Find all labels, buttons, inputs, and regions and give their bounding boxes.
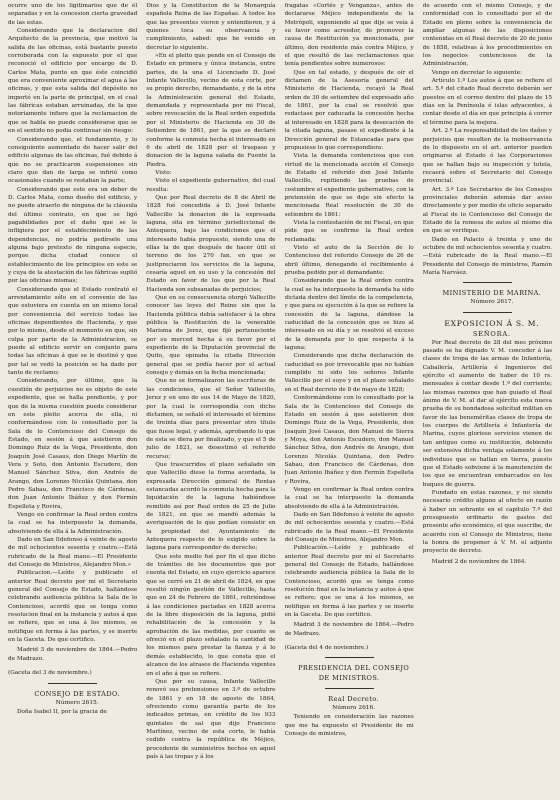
section-divider bbox=[325, 688, 374, 689]
column-4 bbox=[423, 2, 552, 800]
section-heading: CONSEJO DE ESTADO. bbox=[34, 689, 120, 698]
paragraph: fragatas «Cortés y Venganza», antes de declararse Méjico independiente de la Metrópoli, exponiendo al que dije se veía á su favor como acreedor, de promover la causa de Restitución ya mencionada, por último, don residente más contra Méjico, y el que resultó de las reclamaciones que tenía pendientes sobre numerosos: bbox=[284, 3, 414, 68]
section-divider bbox=[48, 683, 97, 684]
paragraph: ocurre uno de los ligitimarios que de él separadas y en la concesion cierta gravedad de las estas. bbox=[8, 3, 138, 26]
paragraph: Visto el expediente gubernativo, del cual resulta: bbox=[146, 178, 276, 193]
section-heading: MINISTERIO DE MARINA. bbox=[442, 289, 542, 298]
paragraph: Que trascurridos el plazo señalado sin que Vallecillo diese la forma acordada, la expresada Dirección general de Rentas estancadas acordó la conmuta hecha para la liquidación de la laguna habiéndose remitido así por Real orden de 25 de Julio de 1821, en que se mandó además la averiguación de lo que podían consistir en la propiedad del Ayuntamiento de Antequera respecto de lo exigido sobre la laguna para corresponder de derecho; bbox=[146, 461, 276, 552]
paragraph: Vengo en confirmar la Real orden contra la cual se ha interpuesto la demanda absolviendo de ella á la Administración. bbox=[284, 486, 414, 510]
exposicion-heading: EXPOSICION Á S. M. bbox=[444, 319, 540, 329]
column-2 bbox=[146, 2, 275, 800]
paragraph: Doña Isabel II, por la gracia de bbox=[17, 708, 107, 715]
signature-line: Madrid 3 de noviembre de 1864.—Pedro de Madrazo. bbox=[284, 622, 414, 637]
paragraph: Dado en San Ildefonso á veinte de agosto de mil ochocientos sesenta y cuatro.—Está rubricado de la Real mano.—El Presidente del Consejo de Ministros, Alejandro Mon. bbox=[284, 511, 414, 543]
paragraph: Que en tal estado, y después de oír el dictamen de la Asesoría general del Ministerio de Hacienda, recayó la Real orden de 30 de setiembre del expresado año de 1861, por la cual se resolvió que redactase por caducada la concesión hecha al interesado en 1828 para la desecación de la citada laguna, pasase el expediente á la Dirección general de Estancadas para que propusiese lo que correspondiera: bbox=[284, 69, 414, 151]
paragraph: Fundado en estas razones, y no siendo necesario crédito alguno al efecto en razón á haber un sobrante en el capítulo 7.º del presupuesto ordinario de gastos del presente año económico, el que suscribe, de acuerdo con el Consejo de Ministros, tiene la honra de proponer á V. M. el adjunto proyecto de decreto. bbox=[422, 489, 552, 555]
section-divider bbox=[325, 657, 374, 658]
paragraph: Que este medio fué por fin el que dicho de trámites de los documentos que por cuenta del Estado, en cuyo ejercicio aparece que se cerró en 21 de abril de 1824, en que resultó ningún gestión de Vallecillo, hasta que en 24 de Febrero de 1861, refiriéndose á las condiciones pactadas en 1828 acerca de la libre disposición de la laguna, pidió rehabilitación de la concesión y la aprobación de las medidas, por cuanto se ofreció en el plazo señalado la cantidad de los mismos para prestar la fianza y á lo demás establecido, lo que consta que el alcance de los atrasos de Hacienda vigentes en el año á que se refiere. bbox=[146, 553, 276, 677]
paragraph: Artículo 1.º Los autos á que se refiere el art. 5.º del citado Real decreto deberán ser puestos en el correo dentro del plazo de 15 días en la Península é islas adyacentes, á contar desde el día en que principia á correr el término para la mejora. bbox=[422, 78, 552, 126]
paragraph: Vengo en decretar lo siguiente: bbox=[431, 69, 523, 76]
section-heading: PRESIDENCIA DEL CONSEJO DE MINISTROS. bbox=[298, 664, 410, 683]
paragraph: Vista la demanda contenciosa que con virtud de la mencionada acción el Consejo de Estado el referido don José Infante Vallecillo, repitiendo las pruebas de costumbre el expediente gubernativo, con la pretensión de que se deje sin efecto la mencionada Real resolución de 30 de setiembre de 1861: bbox=[284, 153, 414, 218]
signature-line: Madrid 3 de noviembre de 1864.—Pedro de Madrazo. bbox=[8, 647, 138, 662]
decree-number: Número 2616. bbox=[332, 705, 376, 712]
paragraph: Considerando que la declaracion del Arquitecto de la provincia, que motivó la salida de las oficinas, está bastante puesto corroborada con la expuesto por el que reconoció el edificio por encargo de D. Carlos Mata, punto en que éste coincidió que era conveniente aproximar el agua á las oficinas, y que esta salida del depósito no importó en la parte de principal, en el cual las fábricas estaban arruinadas, de la que notoriamente infiere que la reclamacion de que se habla no puede considerarse que se en el sentido no podia continuar sin riesgo: bbox=[8, 28, 138, 135]
paragraph: Publicacion.—Leído y publicado el anterior Real decreto por mí el Secretario general del Consejo de Estado, hallándose celebrando audiencia pública la Sala de lo Contencioso, acordó que se tenga como resolucion final en la instancia y autos á que se refiere, que se una á los mismos, se notifique en forma á las partes, y se inserte en la Gaceta. De que certifico. bbox=[8, 570, 138, 644]
paragraph: Considerando, por último, que la cuestión de perjuicios no es objeto de este expediente, que se halla pendiente, y por que de la misma cuestión puede considerar en este pleito acerca de ella, ni conformándose con lo consultado por la Sala de lo Contencioso del Consejo de Estado, en sesión á que asistieron don Domingo Ruiz de la Vega, Presidente, don Joaquín José Casaus, don Diego Martín de Vera y Soto, don Antonio Escudero, don Manuel Sánchez Silva, don Andrés de Arango, don Lorenzo Nicolás Quintana, don Pedro Sabau, don Francisco de Cárdenas, don Juan Antonio Ibáñez y don Fermín Espelleta y Rovira, bbox=[8, 378, 138, 510]
decree-number: Número 2615. bbox=[55, 699, 99, 706]
salutation: SEÑORA. bbox=[472, 330, 511, 339]
paragraph: Que en su consecuencia otorgó Vallecillo conocer las leyes del Reino sin que la Hacienda pública debía satisfacer á la obra pública la Restitución de la venerable Marisma de Jerez, que fijó perteneciente por su merced hecha á su favor por el expediente de la Diputación provincial de Quito, que opinaba la citada Dirección general que se podía hacer por el actual consejo y demás en la fecha mencionada; bbox=[146, 295, 276, 377]
paragraph: «En el pleito que pende en el Consejo de Estado en primera y única instancia, entre partes, de la una el Licenciado D. José Infante Vallecillo, vecino de esta corte, por su propio derecho, demandante, y de la otra la Administración general del Estado, demandada y representada por mi Fiscal, sobre revocación de la Real orden expedida por el Ministerio de Hacienda en 30 de Setiembre de 1861, por la que se declaró conforme la conmuta hecha el interesado en 6 de abril de 1828 por el traspaso y donacion de la laguna salada de Fuente la Piedra. bbox=[146, 53, 276, 168]
column-3 bbox=[285, 2, 414, 800]
paragraph: Dado en Palacio á treinta y uno de octubre de mil ochocientos sesenta y cuatro.—Está rubricado de la Real mano.—El Presidente del Consejo de ministros, Ramón María Narváez. bbox=[422, 236, 552, 276]
paragraph: Teniendo en consideración las razones que me ha expuesto el Presidente de mi Consejo de ministros, bbox=[284, 714, 414, 738]
paragraph: Visto el auto de la Sección de lo Contencioso del referido Consejo de 26 de abril último, denegando el recibimiento á prueba pedido por el demandante: bbox=[284, 244, 414, 276]
paragraph: Que no se formalizaron las escrituras de las condiciones, que el Señor Vallecillo, Jerez y en uno de sus 14 de Mayo de 1820, por la cual le correspondía con dicho dictamen, se señaló el interesado el término de treinta días para presentar otro título que fuese legal, y además, aprobando lo que de esta se diera por finalizado, y que el 5 de julio de 1821, se desestimó el referido recurso; bbox=[146, 378, 276, 460]
paragraph: Por Real decreto de 28 del mes próximo pasado se ha dignado V. M. conceder á las clases de tropa de las armas de Infantería, Caballería, Artillería é Ingenieros del ejército el aumento de haber de 10 rs. mensuales á contar desde 1.º del corriente; las mismas razones que han guiado el Real ánimo de V. M. al dar al ejército esta nueva prueba de su bondadosa solicitud militan en favor de las beneméritas clases de tropa de los cuerpos de Artillería é Infantería de Marina, cuyos glorioso servicios vienen de tan antiguo como su institución, debiendo ser extensiva dicha ventaja solamente á los individuos que se hallan en tierra, puesto que el Estado sobviene á la manutención de los que se encuentran embarcados en los buques de guerra. bbox=[422, 339, 552, 488]
paragraph: Conformándome con lo consultado por la Sala de lo Contencioso del Consejo de Estado en sesión á que asistieron don Domingo Ruiz de la Vega, Presidente, don Joaquín José Casaus, don Manuel de Sierra y Moya, don Antonio Escudero, don Manuel Sánchez Silva, don Andrés de Arango, don Lorenzo Nicolás Quintana, don Pedro Sabau, don Francisco de Cárdenas, don Juan Antonio Ibáñez y don Fermín Espelleta y Rovira, bbox=[284, 395, 414, 485]
section-divider bbox=[463, 282, 512, 283]
paragraph: Dios y la Constitucion de la Monarquía española Reina de las Españas. A todos los que las presentes vieren y entendieren, y á quienes toca su observancia y cumplimiento, sabed: que he venido en decretar lo siguiente. bbox=[146, 3, 276, 51]
paragraph: Considerando que dicha declaración de caducidad es por irrevocable que no habían cumplido ni sido los señores Infante Vallecillo por el suyo y en el plazo señalado en el Real decreto de 8 de mayo de 1828; bbox=[284, 353, 414, 393]
column-1 bbox=[8, 2, 137, 800]
gaceta-note: (Gaceta del 3 de noviembre.) bbox=[8, 670, 92, 677]
paragraph: Publicación.—Leído y publicado el anterior Real decreto por mí el Secretario general del Consejo de Estado, hallándose celebrando audiencia pública la Sala de lo Contencioso, acordó que se tenga como resolución final en la instancia y autos á que se refiere; que se una á los mismos, se notifique en forma á las partes y se inserte en la Gaceta. De que certifico. bbox=[284, 545, 414, 619]
paragraph: Art. 2.º La responsabilidad de los daños y perjuicios que resulten de la inobservancia de lo dispuesto en el art. anterior pueden originarse al Estado ó las Corporaciones que se hallan bajo su inspección y tutela, recaerá sobre el Secretario del Consejo provincial. bbox=[422, 128, 552, 185]
paragraph: Considerando que la Real orden contra la cual se ha interpuesto la demanda ha sido dictada dentro del límite de la competencia, y que para su ejecución á la que se refiere la concesión de la laguna, dándose la caducidad de la concesión que se hizo al interesado en su día y se resolvió el exceso de la demanda por lo que respecta á la laguna; bbox=[284, 278, 414, 352]
paragraph: de acuerdo con el mismo Consejo, y de conformidad con lo consultado por el de Estado en pleno sobre la conveniencia de ampliar algunas de las disposiciones contenidas en el Real decreto de 20 de junio de 1858, relativas á los procedimientos en los negocios contenciosos de la Administración, bbox=[422, 3, 552, 68]
paragraph: Art. 3.º Los Secretarios de los Consejos provinciales deberán además dar aviso directamente y por medio de oficio separado al Fiscal de lo Contencioso del Consejo de Estado de la remesa de autos al mismo día en que se verifique. bbox=[422, 186, 552, 235]
paragraph: Dado en San Ildefonso á veinte de agosto de mil ochocientos sesenta y cuatro.—Está rubricado de la Real mano.—El Presidente del Consejo de Ministros, Alejandro Mon.» bbox=[8, 537, 138, 569]
paragraph: Visto: bbox=[155, 169, 172, 176]
paragraph: Que por Real decreto de 8 de Abril de 1828 fué concedida á D. José Infante Vallecillo la donacion de la expresada laguna, sita en término jurisdiccional de Antequera, bajo las condiciones que el interesado había propuesto, siendo una de ellas la de que después de hacer útil el terreno de los 270 fan. en que se justipreciaron los servicios de la laguna, cesaría aquel en su uso y la concesión del Estado en favor de los que por la Real Hacienda son subsanadas de perjuicios; bbox=[146, 194, 276, 293]
paragraph: Vengo en confirmar la Real orden contra la cual se ha interpuesto la demanda, absolviendo de ella á la Administración. bbox=[8, 511, 138, 535]
paragraph: Considerando que, el fundamento, y lo consiguiente aumentado de hacer salir del edificio algunas de las oficinas, fué debido á que no se practicaron suspensiones sin claro que dan de larga se infirió como ocasionales cuando se restaban la parte; bbox=[8, 136, 138, 185]
gaceta-note: (Gaceta del 4 de noviembre.) bbox=[284, 645, 369, 652]
signature-line: Madrid 2 de noviembre de 1864. bbox=[431, 558, 527, 565]
decree-title: Real Decreto. bbox=[328, 695, 379, 704]
paragraph: Vista la contestación de mi Fiscal, en que pide que se confirme la Real orden reclamada: bbox=[284, 219, 414, 243]
paragraph: Que por su causa, Infante Vallecillo renovó sus pretensiones en 3.º de octubre de 1861 y en 18 de agosto de 1864, ofreciendo como garantía parte de los indicados primas, en crédito de los 933 quintales de sal que dijo Francisco Martínez, vecino de esta corte, le había cedido contra la república de Méjico, procedente de suministros hechos en aquel país á las tropas y á los bbox=[146, 678, 276, 760]
decree-number: Número 2617. bbox=[470, 299, 514, 306]
paragraph: Considerando que este era un deber de D. Carlos Mata, como dueño del edificio, y no puede atraerlo de ninguna de la cláusula del último contrato, en que se ligó pagabilidades por el daño que se le infligiera por el establecimiento de las dependencias, no podría pedírsele una alguna bajo pretexto de ninguna especie, porque dicha ciudad conoce el establecimiento de los principios en este se y cuya de la atestación de las fábricas suplió por las oficinas mismas; bbox=[8, 186, 138, 285]
section-divider bbox=[463, 312, 512, 313]
paragraph: Considerando que el Estado contrató el arrendamiento sólo en el convenio de las que estuviera en cuenta en un mismo local por conveniencia del servicio todas las oficinas dependientes de Hacienda, y que por lo mismo, desde el momento en que, sin culpa por parte de la Administracion, se puede al edificio servir en conjunto para todas las oficinas á que se le destinó y que por tal se vedó la posición se ha dado por tanto de reclamo; bbox=[8, 286, 138, 377]
